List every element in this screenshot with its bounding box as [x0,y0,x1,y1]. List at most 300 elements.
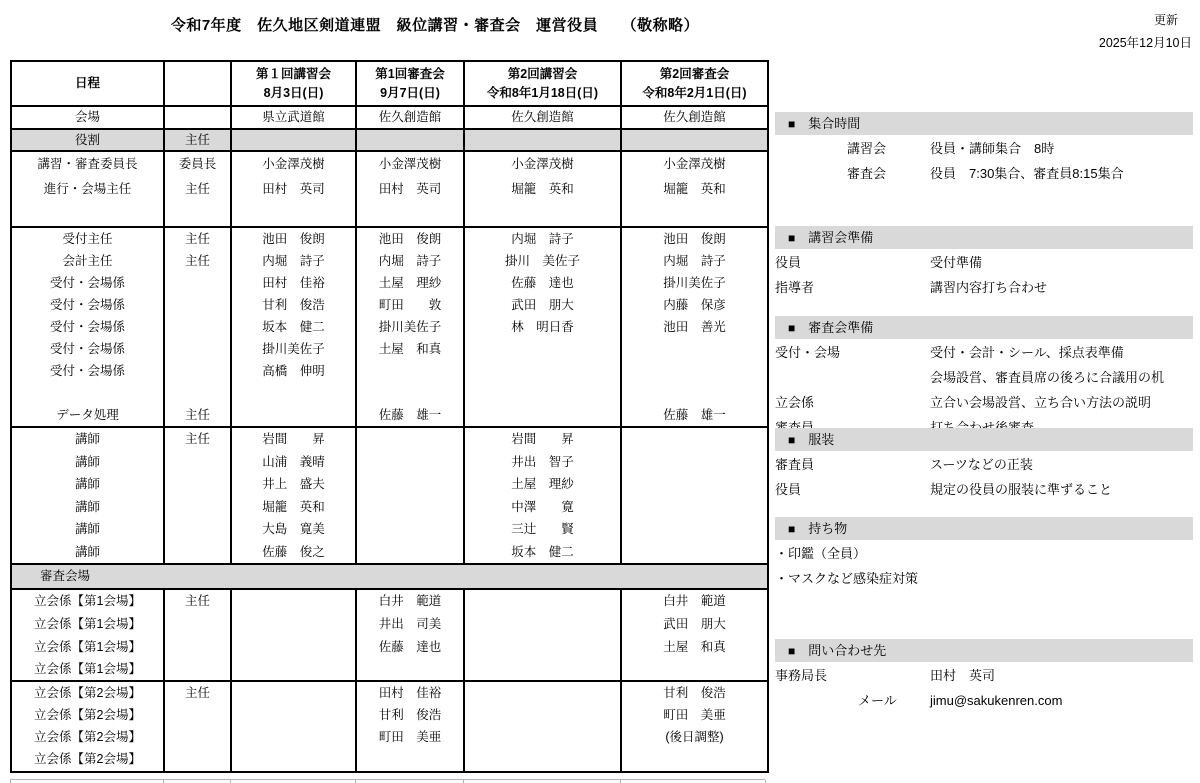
updated-date: 2025年12月10日 [1098,36,1192,50]
cell-text: 立会係【第1会場】 [34,594,141,608]
table-cell-r4-c0 [12,228,165,426]
cell-text [165,294,230,316]
row-value: 規定の役員の服装に準ずること [930,482,1113,497]
cell-text [232,382,355,404]
table-cell-r2-c5 [622,130,767,150]
cell-text [165,541,230,563]
table-cell-r7-c5 [622,590,767,680]
cell-text: 掛川美佐子 [262,342,325,356]
cell-text [622,428,767,451]
cell-text: 主任 [184,686,210,700]
cell-text: 町田 敦 [378,298,442,312]
section-header-seminar-prep [775,226,1193,249]
cell-text: 白井 範道 [663,594,726,608]
table-cell-r1-c1 [165,107,232,128]
table-cell-r1-c3 [357,107,465,128]
cell-text [232,613,355,636]
section-row [775,341,1193,364]
table-cell-r5-c5 [622,428,767,563]
section-row [775,664,1193,687]
cell-text: 受付・会場係 [49,320,125,334]
cell-text: 佐藤 達也 [378,639,442,654]
cell-text [465,338,620,360]
cell-text: 林 明日香 [511,320,574,334]
row-label: ・マスクなど感染症対策 [775,571,919,586]
cell-text: 9月7日(日) [380,85,440,100]
row-label: 審査会 [847,166,887,181]
cell-text: 町田 美亜 [378,730,442,744]
cell-text: 佐久創造館 [511,110,574,124]
table-block-0 [12,62,767,107]
cell-text: (後日調整) [665,730,724,744]
cell-text [465,130,620,150]
cell-text [465,658,620,680]
row-value: 役員 7:30集合、審査員8:15集合 [930,166,1124,181]
cell-text: 立会係【第1会場】 [34,662,141,677]
cell-text [357,473,463,496]
cell-text: 受付・会場係 [49,342,125,356]
cell-text: 令和8年1月18日(日) [486,85,599,100]
main-table [10,60,769,773]
cell-text [622,451,767,474]
cell-text [165,748,230,770]
table-cell-r8-c3 [357,682,465,771]
table-cell-r0-c1 [165,62,232,105]
cell-text: 県立武道館 [262,110,325,124]
table-block-6 [12,565,767,590]
cell-text: 池田 善光 [663,320,726,334]
cell-text [622,338,767,360]
cell-text [357,202,463,226]
square-bullet-icon: ■ [788,321,796,335]
cell-text [465,202,620,226]
cell-text [357,496,463,519]
row-label: 講習会 [847,141,887,156]
cell-text: 山浦 義晴 [262,454,325,469]
cell-text [165,636,230,659]
cell-text: 立会係【第2会場】 [34,752,141,766]
sidebar-section-belongings [775,517,1193,590]
cell-text: 坂本 健二 [511,544,574,559]
cell-text [165,613,230,636]
table-cell-r5-c2 [232,428,357,563]
cell-text: 受付主任 [62,232,113,246]
cell-text: 田村 佳裕 [378,686,442,700]
cell-text [232,202,355,226]
cell-text [622,748,767,770]
cell-text [622,518,767,541]
updated-block [1099,12,1192,51]
cell-text [357,518,463,541]
row-label: 審査員 [775,457,815,472]
cell-text: 第2回講習会 [507,66,578,81]
cell-text: 立会係【第1会場】 [34,616,141,631]
section-row [775,366,1193,389]
cell-text [622,382,767,404]
cell-text: 岩間 昇 [511,432,574,446]
row-value: 田村 英司 [930,668,996,683]
cell-text [165,202,230,226]
cell-text [232,636,355,659]
cell-text [165,496,230,519]
cell-text: 佐藤 俊之 [262,544,325,559]
cell-text: 池田 俊朗 [378,232,442,246]
cell-text: データ処理 [56,408,119,422]
cell-text: 小金澤茂樹 [663,157,726,171]
cell-text: 町田 美亜 [663,708,726,722]
page-title: 令和7年度 佐久地区剣道連盟 級位講習・審査会 運営役員 （敬称略） [170,17,700,34]
cell-text [165,74,230,93]
cell-text [465,404,620,426]
section-header-label: 問い合わせ先 [808,643,887,658]
table-cell-r4-c5 [622,228,767,426]
table-cell-r0-c3 [357,62,465,105]
table-cell-r8-c4 [465,682,622,771]
cell-text [12,202,163,226]
table-cell-r1-c4 [465,107,622,128]
square-bullet-icon: ■ [788,644,796,658]
table-cell-r1-c5 [622,107,767,128]
cell-text: 日程 [74,76,100,90]
table-block-3 [12,152,767,228]
cell-text: 会計主任 [62,254,113,268]
cell-text: 講師 [74,477,100,492]
cell-text: 掛川美佐子 [663,276,726,290]
cell-text [165,107,230,128]
cell-text: 立会係【第2会場】 [34,730,141,744]
cell-text [465,613,620,636]
cell-text [465,748,620,770]
cell-text: 受付・会場係 [49,364,125,378]
row-value: 会場設営、審査員席の後ろに合議用の机 [930,370,1165,385]
row-value: 講習内容打ち合わせ [930,280,1048,295]
cell-text: 立会係【第1会場】 [34,639,141,654]
cell-text [357,658,463,680]
cell-text: 佐藤 雄一 [378,408,442,422]
section-header-label: 持ち物 [808,521,848,536]
table-cell-r7-c2 [232,590,357,680]
table-cell-r4-c4 [465,228,622,426]
cell-text: 内堀 詩子 [378,254,442,268]
table-cell-r2-c2 [232,130,357,150]
cell-text [165,473,230,496]
table-cell-r3-c4 [465,152,622,226]
row-value: jimu@sakukenren.com [930,693,1063,708]
table-block-4 [12,228,767,428]
cell-text [622,473,767,496]
table-cell-r2-c1 [165,130,232,150]
cell-text [357,382,463,404]
square-bullet-icon: ■ [788,433,796,447]
cell-text [465,590,620,613]
cell-text [357,748,463,770]
section-row [775,251,1193,274]
cell-text: 武田 朋大 [663,616,726,631]
cell-text: 池田 俊朗 [262,232,325,246]
section-header-label: 講習会準備 [808,230,874,245]
table-cell-r8-c0 [12,682,165,771]
table-cell-r2-c0 [12,130,165,150]
row-label: 役員 [775,255,802,270]
table-cell-r0-c5 [622,62,767,105]
section-header-contact [775,639,1193,662]
cell-text: 坂本 健二 [262,320,325,334]
cell-text: 土屋 和真 [378,342,442,356]
cell-text: 小金澤茂樹 [378,157,442,171]
section-row [775,689,1193,712]
row-value: 受付・会計・シール、採点表準備 [930,345,1124,360]
square-bullet-icon: ■ [788,231,796,245]
sidebar-section-seminar-prep [775,226,1193,299]
row-value: 立合い会場設営、立ち合い方法の説明 [930,395,1152,410]
cell-text: 大島 寛美 [262,522,325,537]
cell-text: 佐久創造館 [663,110,726,124]
cell-text: 土屋 和真 [663,639,726,654]
cell-text [165,658,230,680]
cell-text: 小金澤茂樹 [511,157,574,171]
section-header-label: 集合時間 [808,116,861,131]
cell-text: 講師 [74,432,100,446]
table-cell-r2-c3 [357,130,465,150]
section-header-label: 審査会準備 [808,320,874,335]
table-cell-r4-c2 [232,228,357,426]
sidebar-section-meeting-time [775,112,1193,185]
table-cell-r5-c3 [357,428,465,563]
cell-text: 池田 俊朗 [663,232,726,246]
table-cell-r8-c1 [165,682,232,771]
cell-text: 主任 [184,432,210,446]
row-label: 立会係 [775,395,815,410]
cell-text: 令和8年2月1日(日) [642,85,747,100]
cell-text: 講師 [74,544,100,559]
cell-text: 8月3日(日) [263,85,324,100]
section-header-label: 服装 [808,432,835,447]
cell-text: 第2回審査会 [659,66,730,81]
table-cell-r4-c1 [165,228,232,426]
cell-text [165,338,230,360]
table-block-5 [12,428,767,565]
table-cell-r8-c2 [232,682,357,771]
table-section-label: 審査会場 [40,569,91,583]
cell-text: 甘利 俊浩 [378,708,442,722]
table-cell-r4-c3 [357,228,465,426]
cell-text: 土屋 理紗 [511,477,574,492]
cell-text [232,658,355,680]
cell-text: 進行・会場主任 [43,182,132,196]
sidebar-section-dress-code [775,428,1193,501]
cell-text: 小金澤茂樹 [262,157,325,171]
section-header-exam-prep [775,316,1193,339]
cell-text [357,360,463,382]
table-cell-r3-c5 [622,152,767,226]
cell-text [232,704,355,726]
cell-text [465,636,620,659]
cutoff-next-row-line [10,779,765,783]
cell-text [622,658,767,680]
cell-text [465,726,620,748]
cell-text: 主任 [184,408,210,422]
cell-text [357,130,463,150]
table-cell-r5-c4 [465,428,622,563]
section-row [775,162,1193,185]
row-value: スーツなどの正装 [930,457,1033,472]
cell-text: 受付・会場係 [49,276,125,290]
row-label: メール [858,693,897,708]
section-row [775,453,1193,476]
cell-text [12,382,163,404]
cell-text: 田村 英司 [378,182,442,196]
cell-text [165,704,230,726]
cell-text: 第１回講習会 [255,66,331,81]
table-cell-r3-c3 [357,152,465,226]
cell-text: 講師 [74,454,100,469]
section-row [775,276,1193,299]
updated-label: 更新 [1153,13,1178,27]
cell-text [622,202,767,226]
section-header-belongings [775,517,1193,540]
table-cell-r3-c2 [232,152,357,226]
table-cell-r7-c1 [165,590,232,680]
row-label: ・印鑑（全員） [775,546,867,561]
cell-text: 主任 [184,254,210,268]
cell-text [232,130,355,150]
table-block-2 [12,130,767,152]
section-row [775,567,1193,590]
cell-text [622,130,767,150]
cell-text [232,682,355,704]
table-cell-r5-c0 [12,428,165,563]
cell-text: 田村 佳裕 [262,276,325,290]
section-row [775,478,1193,501]
table-cell-r8-c5 [622,682,767,771]
cell-text [622,496,767,519]
section-row [775,391,1193,414]
cell-text: 中澤 寛 [511,499,574,514]
cell-text: 立会係【第2会場】 [34,708,141,722]
sidebar-section-contact [775,639,1193,712]
cell-text: 主任 [184,182,210,196]
square-bullet-icon: ■ [788,522,796,536]
cell-text: 第1回審査会 [375,66,445,81]
cell-text: 土屋 理紗 [378,276,442,290]
cell-text [165,360,230,382]
cell-text: 堀籠 英和 [511,182,574,196]
table-cell-r2-c4 [465,130,622,150]
cell-text [465,382,620,404]
cell-text: 佐藤 雄一 [663,408,726,422]
table-cell-r7-c3 [357,590,465,680]
row-label: 受付・会場 [775,345,841,360]
cell-text: 田村 英司 [262,182,325,196]
row-label: 事務局長 [775,668,828,683]
table-cell-r7-c4 [465,590,622,680]
cell-text: 佐藤 達也 [511,276,574,290]
cell-text: 講師 [74,522,100,537]
cell-text: 白井 範道 [378,594,442,608]
section-header-meeting-time [775,112,1193,135]
cell-text [622,360,767,382]
cell-text: 主任 [184,594,210,608]
section-header-dress-code [775,428,1193,451]
cell-text [165,382,230,404]
cell-text: 甘利 俊浩 [262,298,325,312]
cell-text: 堀籠 英和 [663,182,726,196]
cell-text: 井出 司美 [378,616,442,631]
square-bullet-icon: ■ [788,117,796,131]
row-value: 受付準備 [930,255,983,270]
cell-text [232,404,355,426]
section-row [775,137,1193,160]
table-block-1 [12,107,767,130]
cell-text [357,541,463,563]
cell-text: 高橋 伸明 [262,364,325,378]
cell-text: 井上 盛夫 [262,477,325,492]
cell-text: 会場 [74,110,100,124]
cell-text: 武田 朋大 [511,298,574,312]
cell-text: 掛川美佐子 [378,320,442,334]
cell-text [465,704,620,726]
cell-text: 堀籠 英和 [262,499,325,514]
cell-text: 内堀 詩子 [511,232,574,246]
sidebar-section-exam-prep [775,316,1193,439]
table-cell-r1-c2 [232,107,357,128]
section-row [775,542,1193,565]
table-block-8 [12,682,767,771]
cell-text [465,682,620,704]
cell-text [165,518,230,541]
cell-text [357,451,463,474]
cell-text: 甘利 俊浩 [663,686,726,700]
row-value: 役員・講師集合 8時 [930,141,1055,156]
cell-text: 三辻 賢 [511,522,574,537]
cell-text: 内堀 詩子 [262,254,325,268]
cell-text [165,726,230,748]
cell-text: 主任 [184,232,210,246]
cell-text: 岩間 昇 [262,432,325,446]
cell-text [165,272,230,294]
cell-text [232,590,355,613]
cell-text [357,428,463,451]
table-cell-r0-c4 [465,62,622,105]
cell-text: 掛川 美佐子 [504,254,580,268]
row-label: 役員 [775,482,802,497]
cell-text: 佐久創造館 [378,110,442,124]
cell-text: 受付・会場係 [49,298,125,312]
table-cell-r7-c0 [12,590,165,680]
cell-text: 内藤 保彦 [663,298,726,312]
table-cell-r3-c0 [12,152,165,226]
cell-text [165,451,230,474]
cell-text [232,748,355,770]
table-cell-r0-c0 [12,62,165,105]
table-cell-r5-c1 [165,428,232,563]
cell-text [622,541,767,563]
cell-text [232,726,355,748]
cell-text: 講師 [74,499,100,514]
cell-text: 講習・審査委員長 [37,157,138,171]
cell-text [165,316,230,338]
cell-text: 井出 智子 [511,454,574,469]
table-cell-r0-c2 [232,62,357,105]
cell-text: 役割 [74,133,100,147]
table-cell-r3-c1 [165,152,232,226]
cell-text: 委員長 [178,157,217,171]
cell-text [465,360,620,382]
row-label: 指導者 [775,280,815,295]
cell-text: 内堀 詩子 [663,254,726,268]
table-cell-r1-c0 [12,107,165,128]
cell-text: 立会係【第2会場】 [34,686,141,700]
